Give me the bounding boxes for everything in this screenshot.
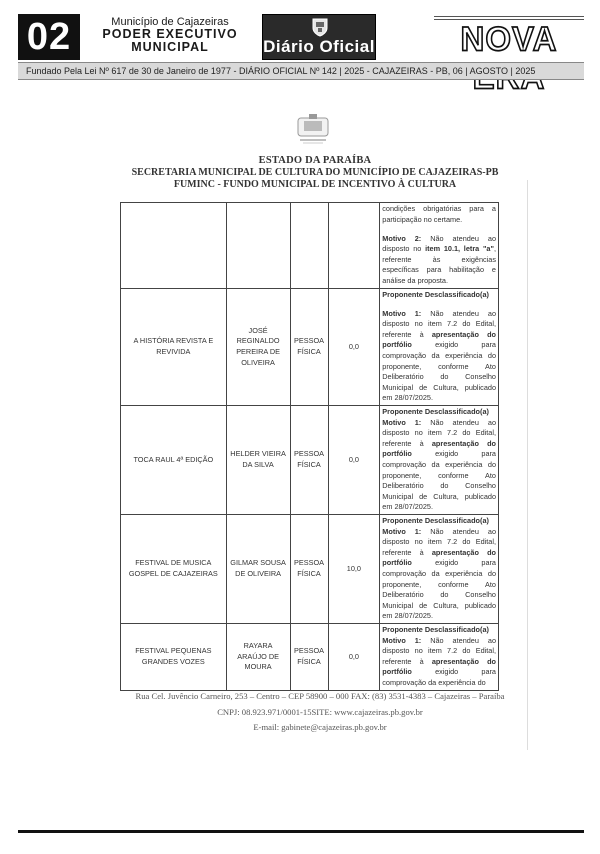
- state-name: ESTADO DA PARAÍBA: [258, 155, 372, 166]
- footer-cnpj: CNPJ: 08.923.971/0001-15SITE: www.cajazeiras.pb.gov.br: [217, 706, 423, 717]
- justification-cell: [380, 514, 499, 623]
- justification-cell: [380, 406, 499, 515]
- motive-bold: apresentação do portfólio: [382, 329, 496, 350]
- document-heading: [110, 155, 520, 191]
- status-label: Proponente Desclassificado(a): [382, 515, 489, 525]
- document-crest-icon: [294, 112, 332, 148]
- executive-power-line1: PODER EXECUTIVO: [102, 27, 238, 41]
- founded-bar: Fundado Pela Lei Nº 617 de 30 de Janeiro de 1977 - DIÁRIO OFICIAL Nº 142 | 2025 - CAJAZEIRAS - PB, 06 | AGOSTO | 2025: [18, 62, 584, 80]
- motive-label: Motivo 1:: [382, 526, 422, 536]
- table-row: [121, 406, 499, 515]
- motive-label: Motivo 2:: [382, 233, 422, 243]
- proponent-type-cell: PESSOA FÍSICA: [290, 406, 328, 515]
- proponent-name-cell: [226, 203, 290, 289]
- gazette-title: Diário Oficial: [263, 37, 375, 56]
- table-row: [121, 514, 499, 623]
- status-label: Proponente Desclassificado(a): [382, 625, 489, 635]
- justification-cell: [380, 203, 499, 289]
- proponent-type-cell: PESSOA FÍSICA: [290, 514, 328, 623]
- motive-text: Não atendeu ao disposto no item 7.2 do Edital, referente à: [382, 308, 496, 339]
- project-title-cell: FESTIVAL PEQUENAS GRANDES VOZES: [121, 623, 227, 690]
- motive-bold: apresentação do portfólio: [382, 656, 496, 677]
- brand-logo: [434, 14, 584, 60]
- table-row: [121, 289, 499, 406]
- motive-text-end: exigido para comprovação da experiência do proponente, conforme Ato Deliberatório do Conselho Municipal de Cultura, publicado em 28/07/2025.: [382, 558, 496, 621]
- gazette-box: [262, 14, 376, 60]
- score-cell: 0,0: [328, 289, 380, 406]
- motive-bold: apresentação do portfólio: [382, 438, 496, 459]
- proponent-name-cell: GILMAR SOUSA DE OLIVEIRA: [226, 514, 290, 623]
- proponent-name-cell: HELDER VIEIRA DA SILVA: [226, 406, 290, 515]
- motive-text: Não atendeu ao disposto no item 7.2 do Edital, referente à: [382, 635, 496, 666]
- motive-label: Motivo 1:: [382, 417, 422, 427]
- score-cell: 10,0: [328, 514, 380, 623]
- justification-cell: [380, 623, 499, 690]
- municipal-crest-icon: [310, 17, 330, 37]
- scan-edge: [527, 180, 528, 750]
- motive-item: item 10.1, letra "a": [425, 244, 494, 254]
- masthead: [18, 14, 584, 62]
- score-cell: 0,0: [328, 406, 380, 515]
- motive-label: Motivo 1:: [382, 635, 422, 645]
- footer-email: E-mail: gabinete@cajazeiras.pb.gov.br: [253, 722, 387, 732]
- score-cell: 0,0: [328, 623, 380, 690]
- brand-name: NOVA: [460, 19, 558, 58]
- status-label: Proponente Desclassificado(a): [382, 290, 489, 300]
- project-title-cell: A HISTÓRIA REVISTA E REVIVIDA: [121, 289, 227, 406]
- motive-text-end: , referente às exigências específicas para habilitação e análise da proposta.: [382, 244, 496, 285]
- motive-text-end: exigido para comprovação da experiência do: [382, 667, 496, 688]
- project-title-cell: TOCA RAUL 4ª EDIÇÃO: [121, 406, 227, 515]
- justification-text: condições obrigatórias para a participação no certame.: [382, 204, 496, 225]
- table-row: [121, 623, 499, 690]
- results-table: [120, 202, 499, 691]
- executive-power-line2: MUNICIPAL: [131, 40, 209, 54]
- proponent-name-cell: JOSÉ REGINALDO PEREIRA DE OLIVEIRA: [226, 289, 290, 406]
- table-row: [121, 203, 499, 289]
- status-label: Proponente Desclassificado(a): [382, 407, 489, 416]
- government-block: [90, 16, 250, 54]
- motive-text: Não atendeu ao disposto no item 7.2 do Edital, referente à: [382, 417, 496, 448]
- justification-motive: [382, 234, 496, 287]
- fund-name: FUMINC - FUNDO MUNICIPAL DE INCENTIVO À CULTURA: [173, 179, 457, 190]
- motive-text: Não atendeu ao disposto no item 7.2 do Edital, referente à: [382, 526, 496, 557]
- motive-text-end: exigido para comprovação da experiência do proponente, conforme Ato Deliberatório do Conselho Municipal de Cultura, publicado em 28/07/2025.: [382, 340, 496, 403]
- motive-text-end: exigido para comprovação da experiência do proponente, conforme Ato Deliberatório do Conselho Municipal de Cultura, publicado em 28/07/2025.: [382, 449, 496, 512]
- bottom-rule: [18, 830, 584, 833]
- score-cell: [328, 203, 380, 289]
- motive-text: Não atendeu ao disposto no: [382, 233, 496, 254]
- proponent-name-cell: RAYARA ARAÚJO DE MOURA: [226, 623, 290, 690]
- proponent-type-cell: PESSOA FÍSICA: [290, 289, 328, 406]
- project-title-cell: FESTIVAL DE MUSICA GOSPEL DE CAJAZEIRAS: [121, 514, 227, 623]
- project-title-cell: [121, 203, 227, 289]
- justification-cell: [380, 289, 499, 406]
- proponent-type-cell: [290, 203, 328, 289]
- motive-label: Motivo 1:: [382, 308, 422, 318]
- municipality-name: Município de Cajazeiras: [111, 16, 229, 28]
- proponent-type-cell: PESSOA FÍSICA: [290, 623, 328, 690]
- footer-address: Rua Cel. Juvêncio Carneiro, 253 – Centro – CEP 58900 – 000 FAX: (83) 3531-4383 – Cajazeiras – Paraíba: [135, 691, 505, 701]
- page-number: 02: [18, 14, 80, 60]
- document-footer: [110, 689, 530, 736]
- motive-bold: apresentação do portfólio: [382, 547, 496, 568]
- secretariat-name: SECRETARIA MUNICIPAL DE CULTURA DO MUNICÍPIO DE CAJAZEIRAS-PB: [131, 167, 499, 178]
